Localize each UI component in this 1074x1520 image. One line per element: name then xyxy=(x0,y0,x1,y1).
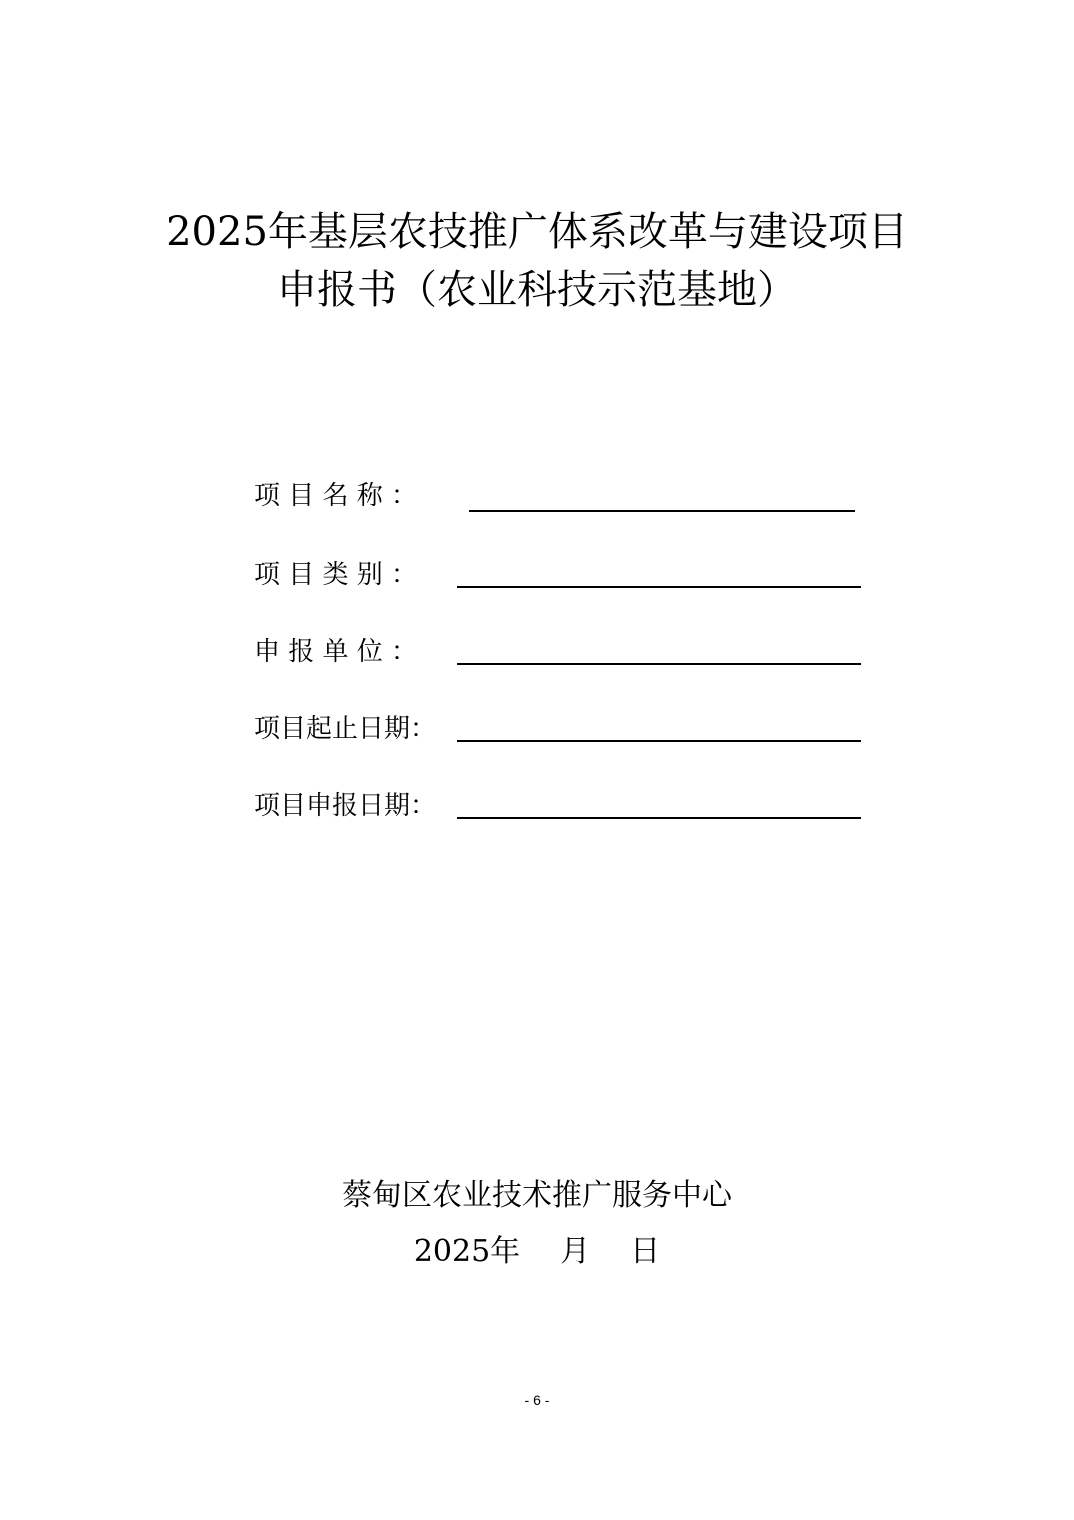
document-title-line-1: 2025年基层农技推广体系改革与建设项目 xyxy=(166,209,908,255)
field-label-application-date: 项目申报日期： xyxy=(254,791,437,821)
field-project-name xyxy=(254,476,874,516)
field-project-period xyxy=(254,709,874,749)
field-applicant-unit xyxy=(254,632,874,672)
issue-date-day: 日 xyxy=(630,1234,661,1269)
field-label-applicant-unit: 申 报 单 位 ： xyxy=(254,637,418,667)
issue-date xyxy=(0,1232,1074,1272)
field-blank-line-project-category[interactable] xyxy=(457,586,861,588)
field-application-date xyxy=(254,786,874,826)
field-project-category xyxy=(254,555,874,595)
document-title-line-2: 申报书（农业科技示范基地） xyxy=(277,267,797,313)
issuing-organization: 蔡甸区农业技术推广服务中心 xyxy=(342,1178,732,1213)
field-blank-line-project-period[interactable] xyxy=(457,740,861,742)
issue-date-month: 月 xyxy=(560,1234,591,1269)
field-blank-line-applicant-unit[interactable] xyxy=(457,663,861,665)
field-blank-line-application-date[interactable] xyxy=(457,817,861,819)
field-label-project-period: 项目起止日期： xyxy=(254,714,437,744)
field-label-project-category: 项 目 类 别 ： xyxy=(254,560,418,590)
field-label-project-name: 项 目 名 称 ： xyxy=(254,481,418,511)
issue-date-year: 2025年 xyxy=(413,1234,521,1269)
field-blank-line-project-name[interactable] xyxy=(469,510,855,512)
page-number: - 6 - xyxy=(524,1392,550,1408)
